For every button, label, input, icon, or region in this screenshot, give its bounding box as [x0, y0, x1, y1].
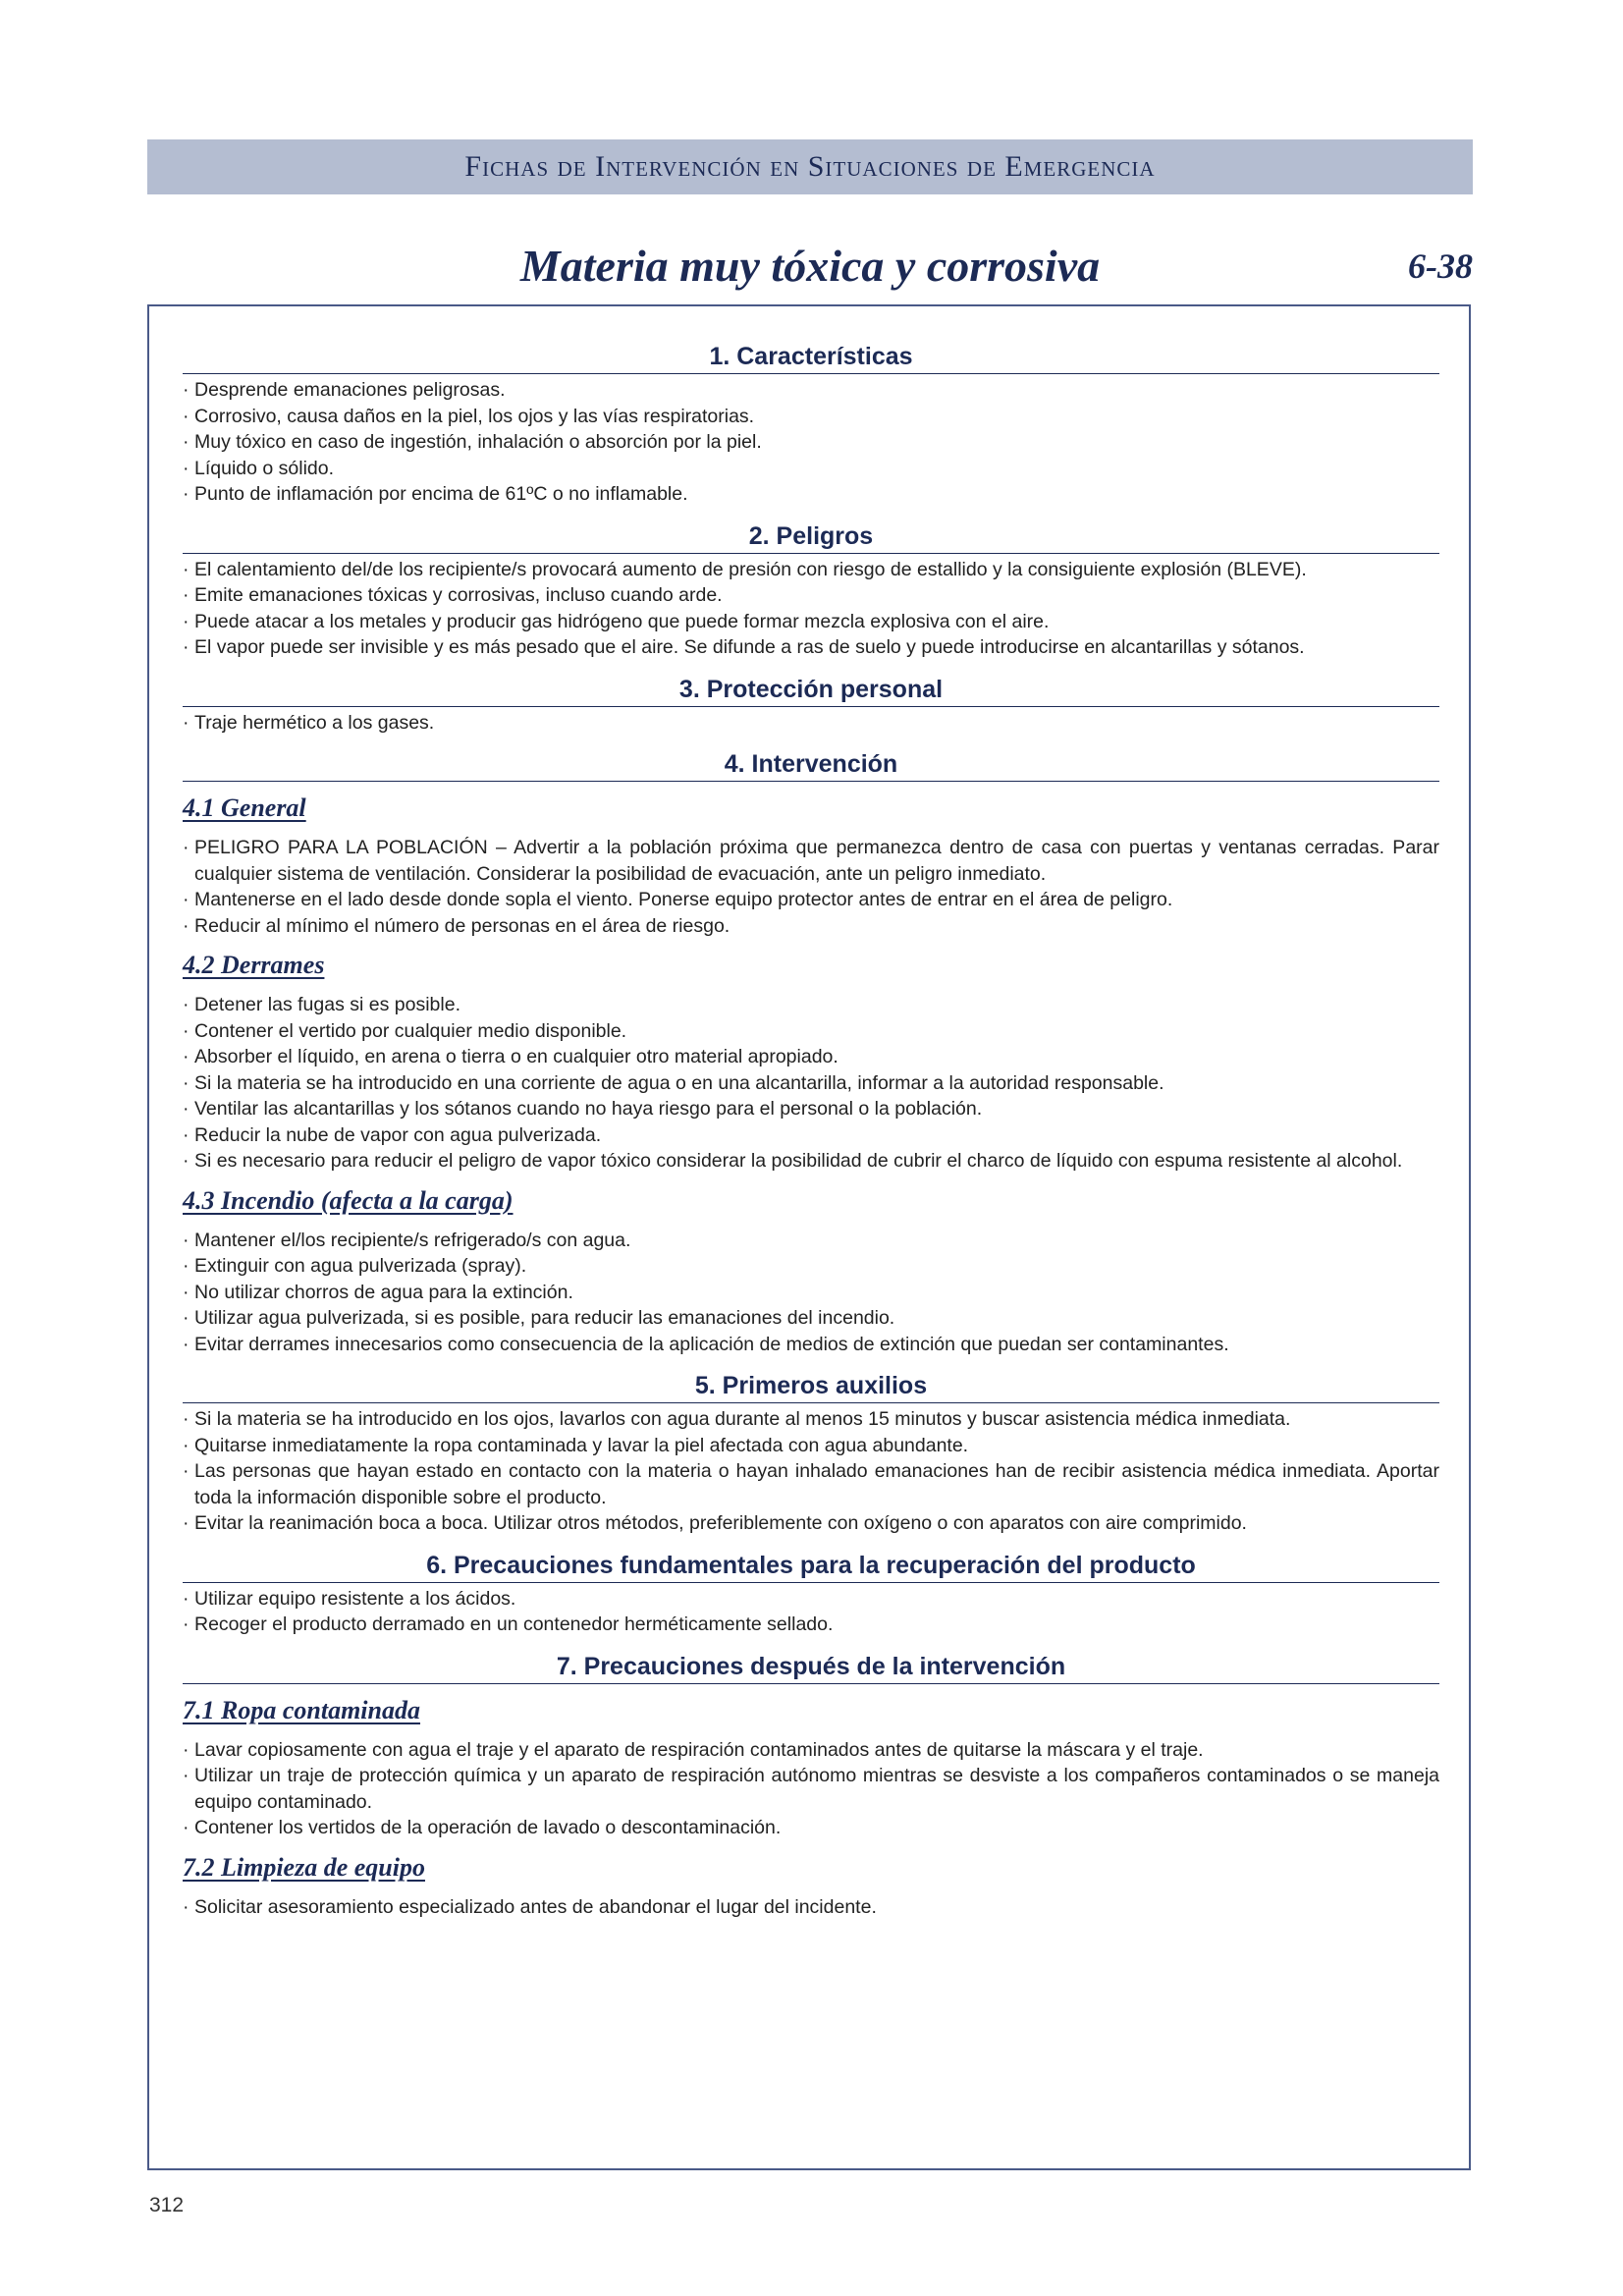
list-item: · Ventilar las alcantarillas y los sótanos cuando no haya riesgo para el personal o la población. [183, 1096, 1439, 1122]
list-item: · Contener el vertido por cualquier medio disponible. [183, 1018, 1439, 1045]
item-list [183, 1228, 1439, 1358]
page-number: 312 [149, 2194, 185, 2216]
subsection-heading: 4.3 Incendio (afecta a la carga) [183, 1185, 514, 1215]
list-item: · Quitarse inmediatamente la ropa contaminada y lavar la piel afectada con agua abundante. [183, 1433, 1439, 1459]
list-item: · Si la materia se ha introducido en una corriente de agua o en una alcantarilla, informar a la autoridad responsable. [183, 1070, 1439, 1097]
list-item: · Mantener el/los recipiente/s refrigerado/s con agua. [183, 1228, 1439, 1254]
subsection-heading: 7.2 Limpieza de equipo [183, 1852, 425, 1882]
list-item: · Contener los vertidos de la operación de lavado o descontaminación. [183, 1815, 1439, 1841]
list-item: · Traje hermético a los gases. [183, 710, 1439, 737]
list-item: · Lavar copiosamente con agua el traje y el aparato de respiración contaminados antes de quitarse la máscara y el traje. [183, 1737, 1439, 1764]
subsection-heading: 4.2 Derrames [183, 951, 325, 979]
list-item: · Absorber el líquido, en arena o tierra o en cualquier otro material apropiado. [183, 1044, 1439, 1070]
list-item: · Evitar derrames innecesarios como consecuencia de la aplicación de medios de extinción que puedan ser contaminantes. [183, 1332, 1439, 1358]
list-item: · Emite emanaciones tóxicas y corrosivas, incluso cuando arde. [183, 582, 1439, 609]
section-heading: 7. Precauciones después de la intervención [183, 1652, 1439, 1684]
list-item: · El calentamiento del/de los recipiente/s provocará aumento de presión con riesgo de estallido y la consiguiente explosión (BLEVE). [183, 557, 1439, 583]
list-item: · Si es necesario para reducir el peligro de vapor tóxico considerar la posibilidad de cubrir el charco de líquido con espuma resistente al alcohol. [183, 1148, 1439, 1175]
section-heading: 2. Peligros [183, 521, 1439, 554]
list-item: · Reducir la nube de vapor con agua pulverizada. [183, 1122, 1439, 1149]
list-item: · PELIGRO PARA LA POBLACIÓN – Advertir a la población próxima que permanezca dentro de casa con puertas y ventanas cerradas. Parar cualquier sistema de ventilación. Considerar la posibilidad de evacuación, ante un peligro inmediato. [183, 835, 1439, 887]
content-body [183, 342, 1439, 1920]
item-list [183, 1406, 1439, 1537]
item-list [183, 377, 1439, 508]
section-heading: 4. Intervención [183, 749, 1439, 782]
list-item: · Utilizar agua pulverizada, si es posible, para reducir las emanaciones del incendio. [183, 1305, 1439, 1332]
list-item: · Recoger el producto derramado en un contenedor herméticamente sellado. [183, 1612, 1439, 1638]
list-item: · Punto de inflamación por encima de 61ºC o no inflamable. [183, 481, 1439, 508]
list-item: · Utilizar un traje de protección química y un aparato de respiración autónomo mientras se desviste a los compañeros contaminados o se maneja equipo contaminado. [183, 1763, 1439, 1815]
header-banner [147, 139, 1473, 194]
list-item: · Reducir al mínimo el número de personas en el área de riesgo. [183, 913, 1439, 940]
list-item: · No utilizar chorros de agua para la extinción. [183, 1280, 1439, 1306]
item-list [183, 992, 1439, 1175]
banner-title: Fichas de Intervención en Situaciones de Emergencia [464, 150, 1156, 183]
list-item: · Solicitar asesoramiento especializado antes de abandonar el lugar del incidente. [183, 1894, 1439, 1921]
title-row [147, 240, 1473, 299]
section-heading: 5. Primeros auxilios [183, 1371, 1439, 1403]
sheet-code: 6-38 [1408, 246, 1473, 286]
page-title: Materia muy tóxica y corrosiva [519, 241, 1101, 291]
item-list [183, 1894, 1439, 1921]
list-item: · El vapor puede ser invisible y es más pesado que el aire. Se difunde a ras de suelo y puede introducirse en alcantarillas y sótanos. [183, 634, 1439, 661]
list-item: · Mantenerse en el lado desde donde sopla el viento. Ponerse equipo protector antes de entrar en el área de peligro. [183, 887, 1439, 913]
list-item: · Evitar la reanimación boca a boca. Utilizar otros métodos, preferiblemente con oxígeno o con aparatos con aire comprimido. [183, 1510, 1439, 1537]
list-item: · Líquido o sólido. [183, 456, 1439, 482]
subsection-heading: 4.1 General [183, 793, 306, 822]
list-item: · Las personas que hayan estado en contacto con la materia o hayan inhalado emanaciones han de recibir asistencia médica inmediata. Aportar toda la información disponible sobre el producto. [183, 1458, 1439, 1510]
list-item: · Extinguir con agua pulverizada (spray). [183, 1253, 1439, 1280]
section-heading: 3. Protección personal [183, 675, 1439, 707]
list-item: · Utilizar equipo resistente a los ácidos. [183, 1586, 1439, 1613]
list-item: · Detener las fugas si es posible. [183, 992, 1439, 1018]
list-item: · Muy tóxico en caso de ingestión, inhalación o absorción por la piel. [183, 429, 1439, 456]
subsection-heading: 7.1 Ropa contaminada [183, 1695, 420, 1724]
section-heading: 1. Características [183, 342, 1439, 374]
list-item: · Si la materia se ha introducido en los ojos, lavarlos con agua durante al menos 15 minutos y buscar asistencia médica inmediata. [183, 1406, 1439, 1433]
item-list [183, 835, 1439, 939]
list-item: · Desprende emanaciones peligrosas. [183, 377, 1439, 404]
list-item: · Puede atacar a los metales y producir gas hidrógeno que puede formar mezcla explosiva con el aire. [183, 609, 1439, 635]
item-list [183, 710, 1439, 737]
item-list [183, 557, 1439, 661]
list-item: · Corrosivo, causa daños en la piel, los ojos y las vías respiratorias. [183, 404, 1439, 430]
item-list [183, 1586, 1439, 1638]
content-frame [147, 304, 1471, 2170]
item-list [183, 1737, 1439, 1841]
section-heading: 6. Precauciones fundamentales para la recuperación del producto [183, 1551, 1439, 1583]
